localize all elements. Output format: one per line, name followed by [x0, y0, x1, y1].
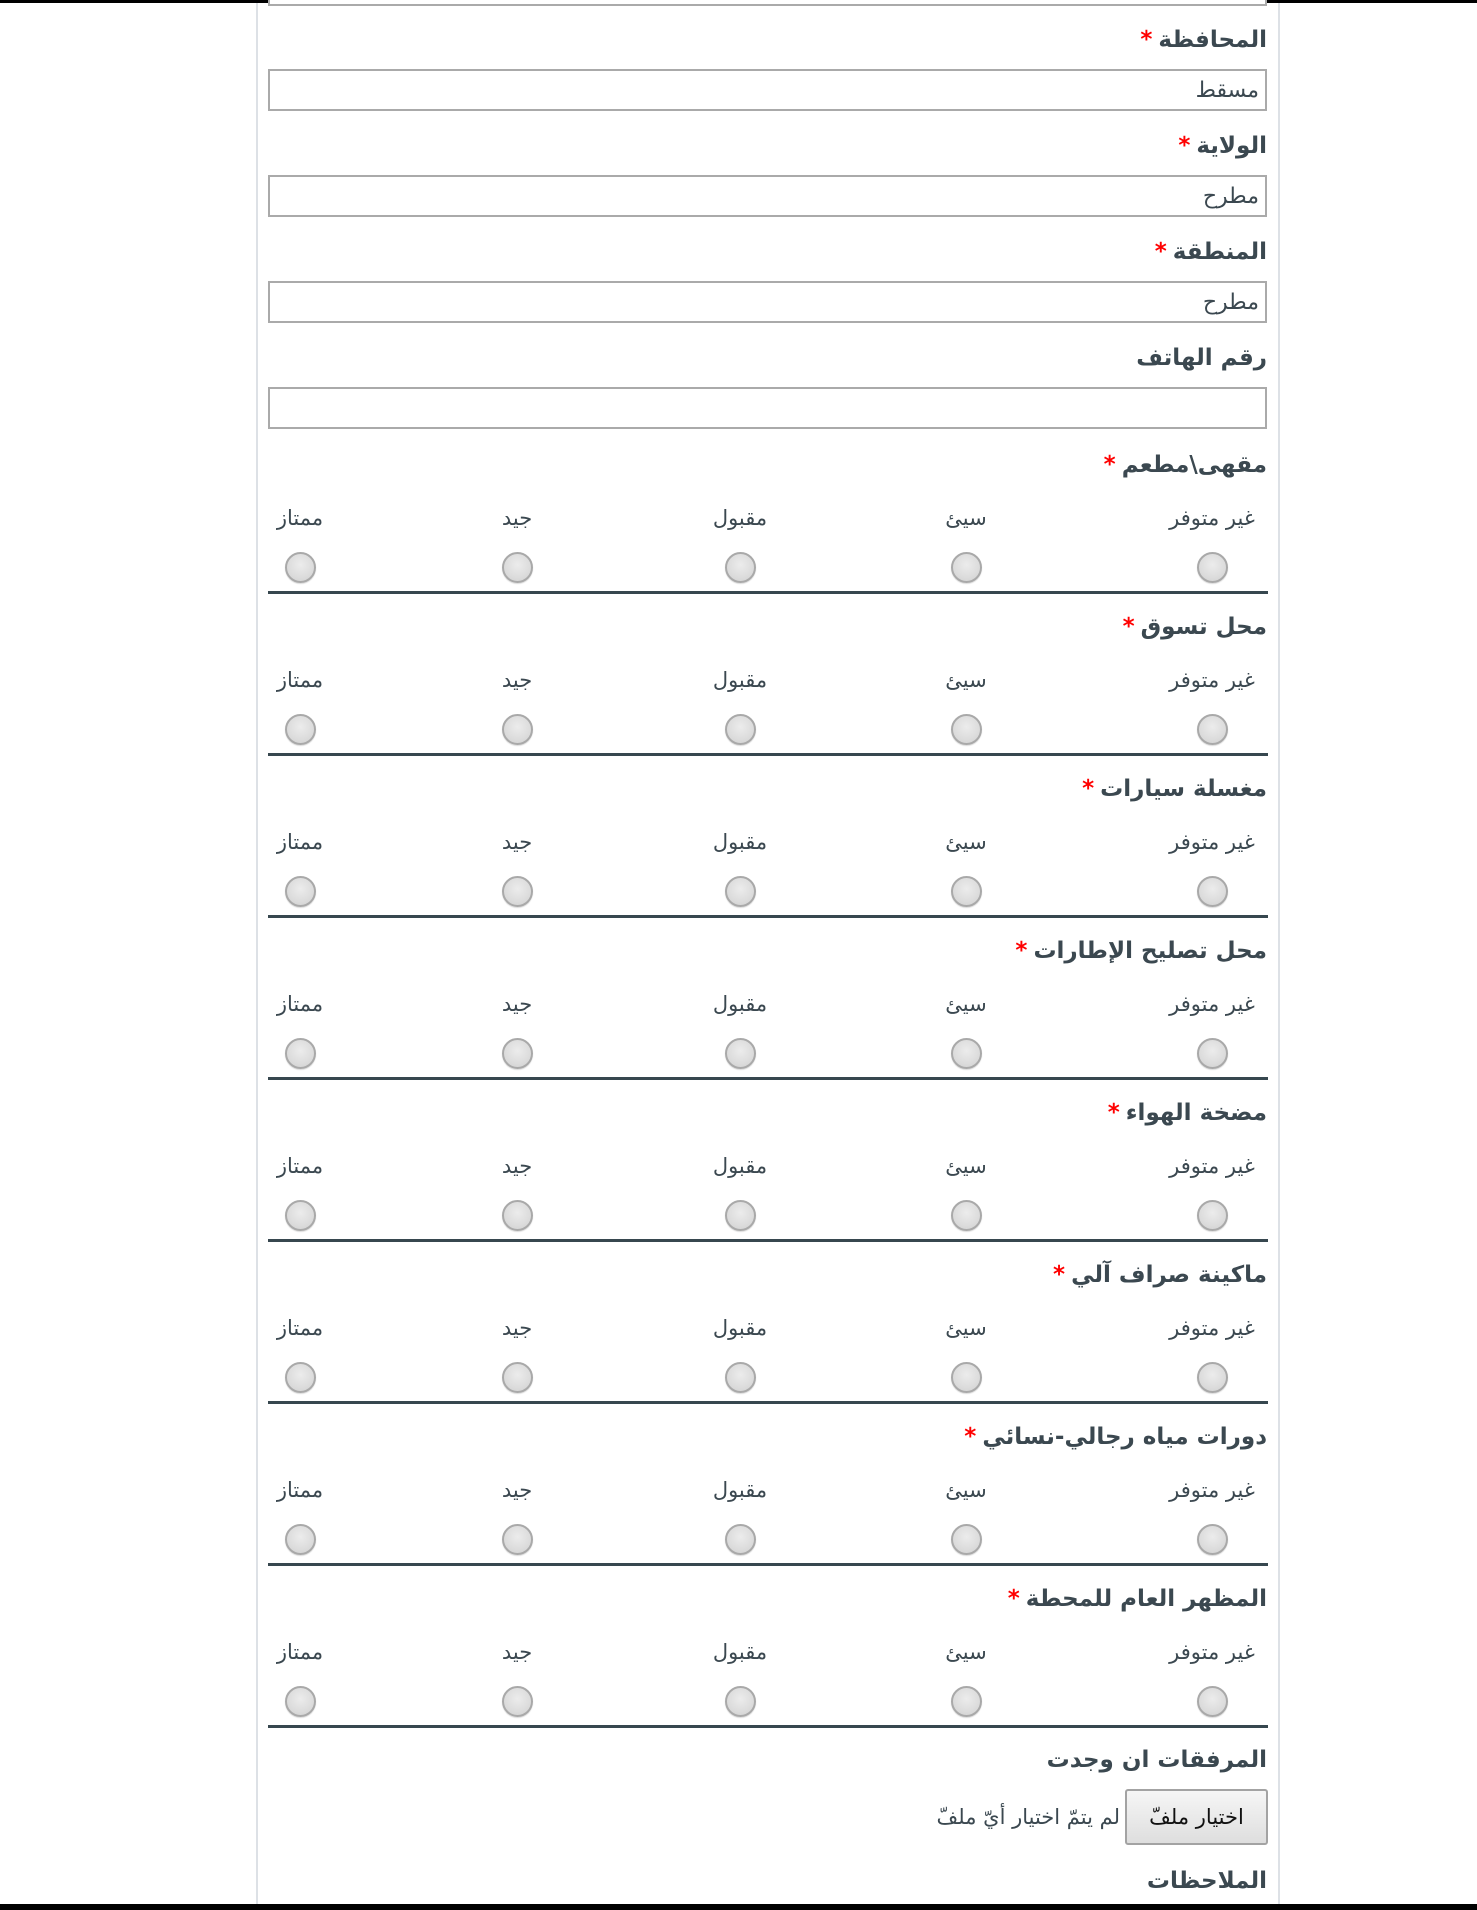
area-label: [1155, 237, 1267, 267]
section-divider: [268, 915, 1268, 918]
section-divider: [268, 1077, 1268, 1080]
rating-option[interactable]: [1132, 1475, 1292, 1555]
rating-option[interactable]: [886, 989, 1046, 1069]
rating-option[interactable]: [1132, 503, 1292, 583]
rating-option-label: غير متوفر: [1169, 1478, 1255, 1502]
radio-button[interactable]: [725, 1038, 756, 1069]
rating-question-label: [964, 1422, 1267, 1452]
radio-button[interactable]: [502, 876, 533, 907]
rating-option-label: غير متوفر: [1169, 830, 1255, 854]
rating-option[interactable]: [886, 827, 1046, 907]
rating-option-label: مقبول: [712, 1154, 768, 1178]
radio-button[interactable]: [502, 552, 533, 583]
rating-option[interactable]: [1132, 665, 1292, 745]
required-star: *: [1178, 133, 1191, 159]
phone-label: [1136, 343, 1267, 373]
radio-button[interactable]: [285, 876, 316, 907]
rating-option-label: مقبول: [712, 506, 768, 530]
radio-button[interactable]: [1197, 552, 1228, 583]
radio-button[interactable]: [502, 1038, 533, 1069]
radio-button[interactable]: [1197, 1362, 1228, 1393]
radio-button[interactable]: [1197, 1524, 1228, 1555]
rating-option[interactable]: [660, 1313, 820, 1393]
rating-option-label: غير متوفر: [1169, 1316, 1255, 1340]
rating-option[interactable]: [886, 1313, 1046, 1393]
radio-button[interactable]: [951, 876, 982, 907]
governorate-label-text: المحافظة: [1158, 27, 1267, 53]
rating-option[interactable]: [220, 989, 380, 1069]
rating-option-label: غير متوفر: [1169, 668, 1255, 692]
radio-button[interactable]: [1197, 1038, 1228, 1069]
radio-button[interactable]: [1197, 1686, 1228, 1717]
rating-option[interactable]: [220, 1475, 380, 1555]
rating-question-text: محل تصليح الإطارات: [1033, 938, 1267, 964]
rating-question-text: ماكينة صراف آلي: [1071, 1262, 1267, 1288]
required-star: *: [1154, 239, 1167, 265]
rating-question-label: [1008, 1584, 1267, 1614]
rating-question-text: مغسلة سيارات: [1100, 776, 1267, 802]
rating-option-label: غير متوفر: [1169, 506, 1255, 530]
rating-option-label: ممتاز: [276, 506, 324, 530]
notes-label: [1147, 1866, 1267, 1896]
radio-button[interactable]: [725, 1200, 756, 1231]
required-star: *: [1103, 452, 1116, 478]
rating-option[interactable]: [220, 1151, 380, 1231]
wilayat-label: [1178, 131, 1267, 161]
rating-option-label: سيئ: [945, 668, 987, 692]
rating-option[interactable]: [437, 827, 597, 907]
rating-option-label: مقبول: [712, 830, 768, 854]
rating-option[interactable]: [886, 1475, 1046, 1555]
rating-option[interactable]: [437, 989, 597, 1069]
rating-option[interactable]: [660, 503, 820, 583]
rating-option[interactable]: [660, 1637, 820, 1717]
rating-option-label: غير متوفر: [1169, 992, 1255, 1016]
radio-button[interactable]: [285, 1200, 316, 1231]
rating-question-text: مضخة الهواء: [1125, 1100, 1267, 1126]
wilayat-input[interactable]: [268, 175, 1267, 217]
phone-input[interactable]: [268, 387, 1267, 429]
section-divider: [268, 753, 1268, 756]
radio-button[interactable]: [725, 714, 756, 745]
choose-file-button[interactable]: اختيار ملفّ: [1125, 1789, 1268, 1845]
radio-button[interactable]: [951, 714, 982, 745]
rating-option-label: جيد: [501, 1640, 533, 1664]
radio-button[interactable]: [951, 1362, 982, 1393]
rating-option-label: ممتاز: [276, 1478, 324, 1502]
rating-option[interactable]: [437, 503, 597, 583]
required-star: *: [1122, 614, 1135, 640]
rating-option[interactable]: [437, 665, 597, 745]
rating-option-label: مقبول: [712, 992, 768, 1016]
radio-button[interactable]: [285, 714, 316, 745]
rating-option[interactable]: [660, 665, 820, 745]
rating-option-label: ممتاز: [276, 830, 324, 854]
rating-option-label: جيد: [501, 830, 533, 854]
rating-option-label: جيد: [501, 992, 533, 1016]
rating-option-label: جيد: [501, 1316, 533, 1340]
rating-option-label: سيئ: [945, 1640, 987, 1664]
radio-button[interactable]: [725, 1524, 756, 1555]
required-star: *: [964, 1424, 977, 1450]
rating-option-label: سيئ: [945, 506, 987, 530]
rating-option[interactable]: [437, 1313, 597, 1393]
rating-option[interactable]: [437, 1151, 597, 1231]
rating-question-text: المظهر العام للمحطة: [1025, 1586, 1267, 1612]
radio-button[interactable]: [951, 1038, 982, 1069]
governorate-input[interactable]: [268, 69, 1267, 111]
rating-option[interactable]: [886, 1637, 1046, 1717]
attachments-label-text: المرفقات ان وجدت: [1046, 1747, 1267, 1773]
rating-question-text: مقهى\مطعم: [1121, 452, 1267, 478]
rating-option[interactable]: [220, 503, 380, 583]
rating-option-label: جيد: [501, 506, 533, 530]
rating-question-label: [1104, 450, 1267, 480]
rating-question-label: [1123, 612, 1267, 642]
radio-button[interactable]: [502, 1200, 533, 1231]
rating-option-label: ممتاز: [276, 668, 324, 692]
required-star: *: [1007, 1586, 1020, 1612]
rating-option[interactable]: [437, 1637, 597, 1717]
rating-option-label: جيد: [501, 1478, 533, 1502]
rating-option-label: سيئ: [945, 1478, 987, 1502]
rating-option[interactable]: [220, 827, 380, 907]
radio-button[interactable]: [285, 552, 316, 583]
rating-option-label: مقبول: [712, 1478, 768, 1502]
rating-option[interactable]: [660, 989, 820, 1069]
section-divider: [268, 1401, 1268, 1404]
required-star: *: [1015, 938, 1028, 964]
rating-option-label: جيد: [501, 1154, 533, 1178]
section-divider: [268, 1239, 1268, 1242]
radio-button[interactable]: [502, 1524, 533, 1555]
notes-label-text: الملاحظات: [1146, 1868, 1267, 1894]
rating-option[interactable]: [1132, 1313, 1292, 1393]
radio-button[interactable]: [285, 1038, 316, 1069]
area-label-text: المنطقة: [1172, 239, 1267, 265]
rating-option[interactable]: [660, 1151, 820, 1231]
rating-option[interactable]: [886, 665, 1046, 745]
radio-button[interactable]: [1197, 714, 1228, 745]
section-divider: [268, 591, 1268, 594]
radio-button[interactable]: [951, 552, 982, 583]
section-divider: [268, 1563, 1268, 1566]
radio-button[interactable]: [285, 1362, 316, 1393]
rating-option-label: سيئ: [945, 830, 987, 854]
rating-option[interactable]: [220, 1313, 380, 1393]
rating-option-label: سيئ: [945, 1154, 987, 1178]
required-star: *: [1082, 776, 1095, 802]
rating-question-text: دورات مياه رجالي-نسائي: [982, 1424, 1267, 1450]
required-star: *: [1107, 1100, 1120, 1126]
section-divider: [268, 1725, 1268, 1728]
rating-option[interactable]: [886, 1151, 1046, 1231]
radio-button[interactable]: [1197, 1200, 1228, 1231]
rating-question-label: [1082, 774, 1267, 804]
window-bottom-edge: [0, 1904, 1477, 1910]
radio-button[interactable]: [285, 1686, 316, 1717]
rating-option-label: سيئ: [945, 1316, 987, 1340]
wilayat-label-text: الولاية: [1196, 133, 1267, 159]
rating-option[interactable]: [220, 665, 380, 745]
radio-button[interactable]: [502, 1362, 533, 1393]
required-star: *: [1053, 1262, 1066, 1288]
required-star: *: [1140, 27, 1153, 53]
rating-option-label: سيئ: [945, 992, 987, 1016]
radio-button[interactable]: [951, 1686, 982, 1717]
rating-option[interactable]: [437, 1475, 597, 1555]
radio-button[interactable]: [1197, 876, 1228, 907]
attachments-label: [1047, 1745, 1267, 1775]
governorate-label: [1140, 25, 1267, 55]
rating-option-label: ممتاز: [276, 1316, 324, 1340]
rating-question-label: [1015, 936, 1267, 966]
phone-label-text: رقم الهاتف: [1136, 345, 1267, 371]
rating-option-label: ممتاز: [276, 1640, 324, 1664]
rating-option[interactable]: [220, 1637, 380, 1717]
rating-question-text: محل تسوق: [1140, 614, 1267, 640]
radio-button[interactable]: [725, 1362, 756, 1393]
rating-option[interactable]: [886, 503, 1046, 583]
area-input[interactable]: [268, 281, 1267, 323]
radio-button[interactable]: [725, 876, 756, 907]
rating-option[interactable]: [660, 1475, 820, 1555]
rating-option-label: جيد: [501, 668, 533, 692]
previous-text-input[interactable]: [268, 0, 1267, 6]
radio-button[interactable]: [725, 552, 756, 583]
rating-option[interactable]: [1132, 989, 1292, 1069]
rating-option-label: ممتاز: [276, 992, 324, 1016]
rating-option-label: مقبول: [712, 668, 768, 692]
rating-option-label: ممتاز: [276, 1154, 324, 1178]
rating-option[interactable]: [660, 827, 820, 907]
radio-button[interactable]: [285, 1524, 316, 1555]
radio-button[interactable]: [951, 1200, 982, 1231]
radio-button[interactable]: [725, 1686, 756, 1717]
rating-option[interactable]: [1132, 1151, 1292, 1231]
rating-option[interactable]: [1132, 827, 1292, 907]
rating-option-label: غير متوفر: [1169, 1154, 1255, 1178]
radio-button[interactable]: [502, 1686, 533, 1717]
radio-button[interactable]: [951, 1524, 982, 1555]
rating-question-label: [1053, 1260, 1267, 1290]
file-status-text: لم يتمّ اختيار أيّ ملفّ: [936, 1805, 1120, 1829]
rating-option[interactable]: [1132, 1637, 1292, 1717]
radio-button[interactable]: [502, 714, 533, 745]
rating-option-label: غير متوفر: [1169, 1640, 1255, 1664]
rating-option-label: مقبول: [712, 1640, 768, 1664]
rating-question-label: [1108, 1098, 1267, 1128]
rating-option-label: مقبول: [712, 1316, 768, 1340]
